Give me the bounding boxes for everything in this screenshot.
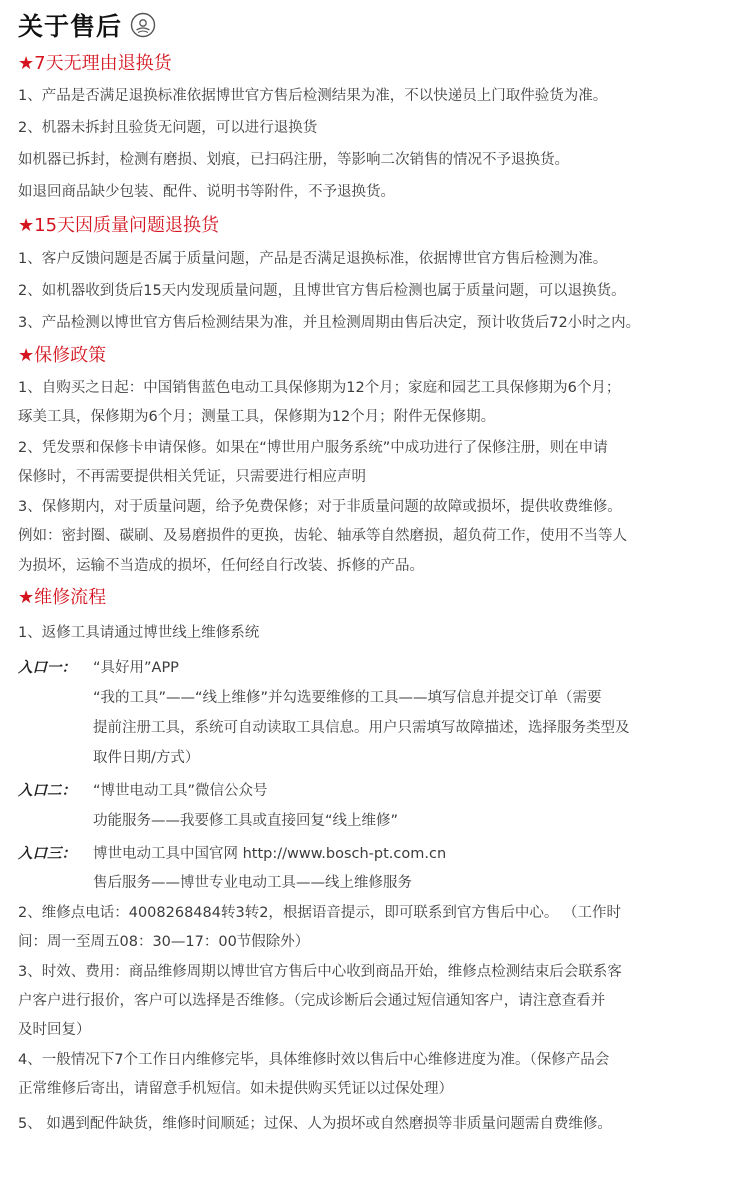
entry-1-label: 入口一： [18, 660, 76, 676]
text-line: “具好用”APP [93, 660, 179, 676]
text-line: 售后服务——博世专业电动工具——线上维修服务 [93, 875, 412, 891]
text-line: 1、自购买之日起：中国销售蓝色电动工具保修期为12个月；家庭和园艺工具保修期为6个月； [18, 380, 621, 396]
text-line: 琢美工具，保修期为6个月；测量工具，保修期为12个月；附件无保修期。 [18, 409, 496, 425]
text-line: 提前注册工具，系统可自动读取工具信息。用户只需填写故障描述，选择服务类型及 [93, 720, 630, 736]
text-line: 2、机器未拆封且验货无问题，可以进行退换货 [18, 120, 318, 136]
text-line: 保修时，不再需要提供相关凭证，只需要进行相应声明 [18, 469, 366, 485]
text-line: 正常维修后寄出，请留意手机短信。如未提供购买凭证以过保处理） [18, 1081, 453, 1097]
text-line: 及时回复） [18, 1022, 91, 1038]
text-line: 1、返修工具请通过博世线上维修系统 [18, 625, 260, 641]
section-title-15day-quality: ★15天因质量问题退换货 [18, 215, 220, 236]
official-site-link: 博世电动工具中国官网 http://www.bosch-pt.com.cn [93, 846, 447, 862]
text-line: 间：周一至周五08：30—17：00节假除外） [18, 934, 310, 950]
text-line: 2、维修点电话：4008268484转3转2，根据语音提示，即可联系到官方售后中心。 （工作时 [18, 905, 622, 921]
text-line: 为损坏，运输不当造成的损坏，任何经自行改装、拆修的产品。 [18, 558, 424, 574]
text-line: 5、 如遇到配件缺货，维修时间顺延；过保、人为损坏或自然磨损等非质量问题需自费维修。 [18, 1116, 612, 1132]
text-line: 3、保修期内，对于质量问题，给予免费保修；对于非质量问题的故障或损坏，提供收费维修。 [18, 499, 622, 515]
page-header [18, 6, 156, 44]
text-line: 4、一般情况下7个工作日内维修完毕，具体维修时效以售后中心维修进度为准。（保修产品会 [18, 1052, 610, 1068]
text-line: 取件日期/方式） [93, 750, 200, 766]
section-title-warranty: ★保修政策 [18, 345, 107, 366]
text-line: 户客户进行报价，客户可以选择是否维修。（完成诊断后会通过短信通知客户，请注意查看并 [18, 993, 606, 1009]
text-line: 如退回商品缺少包装、配件、说明书等附件，不予退换货。 [18, 184, 395, 200]
text-line: “我的工具”——“线上维修”并勾选要维修的工具——填写信息并提交订单（需要 [93, 690, 602, 706]
section-title-repair-process: ★维修流程 [18, 587, 107, 608]
text-line: 如机器已拆封，检测有磨损、划痕，已扫码注册，等影响二次销售的情况不予退换货。 [18, 152, 569, 168]
text-line: 2、凭发票和保修卡申请保修。如果在“博世用户服务系统”中成功进行了保修注册，则在申请 [18, 440, 608, 456]
text-line: 3、时效、费用：商品维修周期以博世官方售后中心收到商品开始，维修点检测结束后会联系客 [18, 964, 622, 980]
section-title-7day-return: ★7天无理由退换货 [18, 53, 172, 74]
text-line: 2、如机器收到货后15天内发现质量问题，且博世官方售后检测也属于质量问题，可以退换货。 [18, 283, 626, 299]
entry-2-label: 入口二： [18, 783, 76, 799]
bosch-emblem-icon [130, 12, 156, 38]
entry-3-label: 入口三： [18, 846, 76, 862]
text-line: 3、产品检测以博世官方售后检测结果为准，并且检测周期由售后决定，预计收货后72小时之内。 [18, 315, 641, 331]
text-line: “博世电动工具”微信公众号 [93, 783, 268, 799]
text-line: 功能服务——我要修工具或直接回复“线上维修” [93, 813, 399, 829]
text-line: 1、客户反馈问题是否属于质量问题，产品是否满足退换标准，依据博世官方售后检测为准。 [18, 251, 608, 267]
text-line: 例如：密封圈、碳刷、及易磨损件的更换，齿轮、轴承等自然磨损，超负荷工作，使用不当等人 [18, 528, 627, 544]
text-line: 1、产品是否满足退换标准依据博世官方售后检测结果为准，不以快递员上门取件验货为准。 [18, 88, 608, 104]
page-title: 关于售后 [18, 12, 123, 41]
